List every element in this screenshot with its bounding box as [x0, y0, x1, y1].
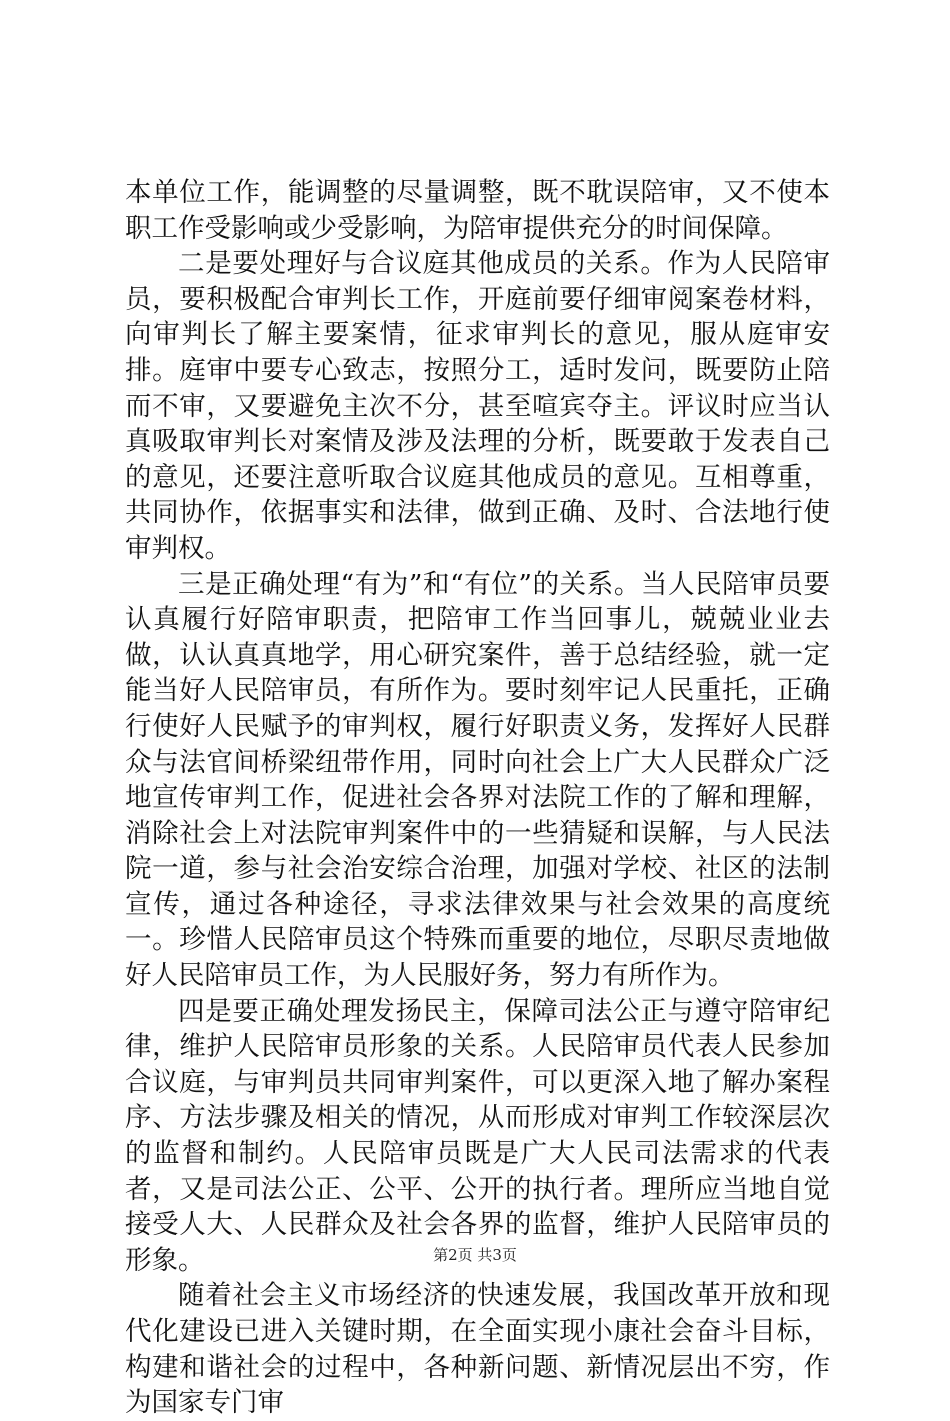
paragraph-fourth-point: 四是要正确处理发扬民主，保障司法公正与遵守陪审纪律，维护人民陪审员形象的关系。人民陪审员代表人民参加合议庭，与审判员共同审判案件，可以更深入地了解办案程序、方法步骤及相关的情况，从而形成对审判工作较深层次的监督和制约。人民陪审员既是广大人民司法需求的代表者，又是司法公正、公平、公开的执行者。理所应当地自觉接受人大、人民群众及社会各界的监督，维护人民陪审员的形象。: [125, 995, 830, 1276]
paragraph-continued: 本单位工作，能调整的尽量调整，既不耽误陪审，又不使本职工作受影响或少受影响，为陪审提供充分的时间保障。: [125, 177, 830, 244]
page-footer: 第2页 共3页: [433, 1246, 517, 1264]
paragraph-third-point: 三是正确处理“有为”和“有位”的关系。当人民陪审员要认真履行好陪审职责，把陪审工作当回事儿，兢兢业业去做，认认真真地学，用心研究案件，善于总结经验，就一定能当好人民陪审员，有所作为。要时刻牢记人民重托，正确行使好人民赋予的审判权，履行好职责义务，发挥好人民群众与法官间桥梁纽带作用，同时向社会上广大人民群众广泛地宣传审判工作，促进社会各界对法院工作的了解和理解，消除社会上对法院审判案件中的一些猜疑和误解，与人民法院一道，参与社会治安综合治理，加强对学校、社区的法制宣传，通过各种途径，寻求法律效果与社会效果的高度统一。珍惜人民陪审员这个特殊而重要的地位，尽职尽责地做好人民陪审员工作，为人民服好务，努力有所作为。: [125, 568, 830, 992]
paragraph-closing: 随着社会主义市场经济的快速发展，我国改革开放和现代化建设已进入关键时期，在全面实现小康社会奋斗目标，构建和谐社会的过程中，各种新问题、新情况层出不穷，作为国家专门审: [125, 1280, 830, 1419]
document-body: [125, 175, 830, 1421]
paragraph-second-point: 二是要处理好与合议庭其他成员的关系。作为人民陪审员，要积极配合审判长工作，开庭前要仔细审阅案卷材料，向审判长了解主要案情，征求审判长的意见，服从庭审安排。庭审中要专心致志，按照分工，适时发问，既要防止陪而不审，又要避免主次不分，甚至喧宾夺主。评议时应当认真吸取审判长对案情及涉及法理的分析，既要敢于发表自己的意见，还要注意听取合议庭其他成员的意见。互相尊重，共同协作，依据事实和法律，做到正确、及时、合法地行使审判权。: [125, 248, 830, 564]
